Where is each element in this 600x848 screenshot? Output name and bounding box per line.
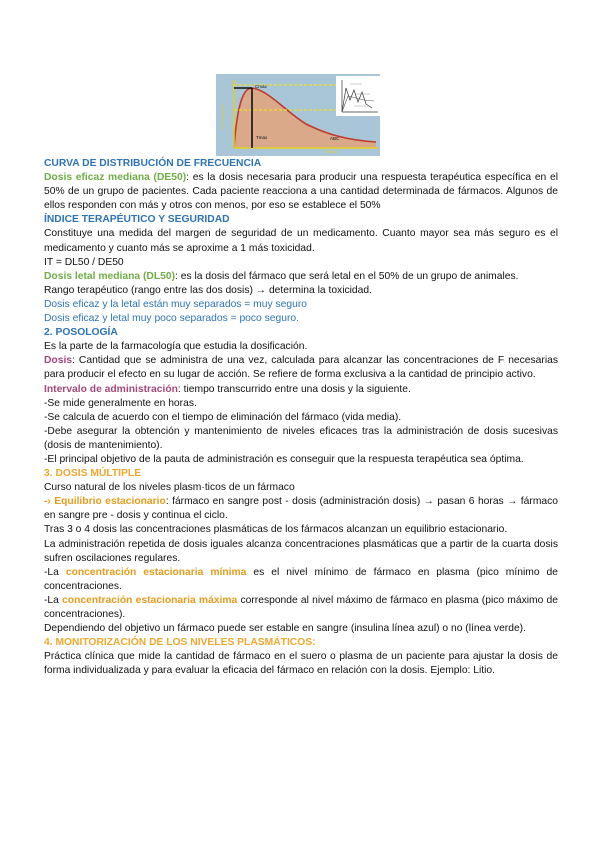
text-equilibrio: : fármaco en sangre post - dosis (administración dosis) → pasan 6 horas → fármaco en sangre pre - dosis y continua el ciclo. (44, 496, 558, 522)
prefix-minima: -La (44, 566, 66, 578)
text-maxima: corresponde al nivel máximo de fármaco en plasma (pico máximo de concentraciones). (44, 594, 558, 620)
formula-it: IT = DL50 / DE50 (44, 256, 124, 268)
cmax-label: Cmax (255, 84, 267, 89)
paragraph-maxima (44, 594, 558, 622)
concentration-curve-image (216, 74, 380, 156)
text-minima: es el nivel mínimo de fármaco en plasma (pico mínimo de concentraciones. (44, 566, 558, 592)
paragraph-posologia: Es la parte de la farmacología que estudia la dosificación. (44, 341, 308, 353)
inset-graph (336, 76, 380, 116)
arrow-prefix: -› (44, 496, 55, 508)
text-dosis: : Cantidad que se administra de una vez, calculada para alcanzar las concentraciones de F necesarias para producir el efecto en su lugar de acción. Se refiere de forma exclusiva a la cantidad de principio activo. (44, 355, 558, 381)
y-axis-label: Concentración (220, 104, 225, 130)
paragraph-minima (44, 566, 558, 594)
term-maxima: concentración estacionaria máxima (62, 594, 238, 606)
paragraph-equilibrio (44, 495, 558, 523)
paragraph-monitorizacion: Práctica clínica que mide la cantidad de fármaco en el suero o plasma de un paciente para ajustar la dosis de forma individualizada y para evaluar la eficacia del fármaco en relación con la dosis. Ejemplo: Litio. (44, 651, 558, 677)
note-poco-seguro: Dosis eficaz y letal muy poco separados = poco seguro. (44, 313, 299, 325)
paragraph-tras-dosis: Tras 3 o 4 dosis las concentraciones plasmáticas de los fármacos alcanzan un equilibrio estacionario. (44, 524, 508, 536)
paragraph-insulina: Dependiendo del objetivo un fármaco puede ser estable en sangre (insulina línea azul) o no (línea verde). (44, 623, 526, 635)
text-dl50: : es la dosis del fármaco que será letal en el 50% de un grupo de animales. (175, 270, 519, 282)
x-axis-label: Tiempo (324, 149, 338, 154)
heading-monitorizacion: 4. MONITORIZACIÓN DE LOS NIVELES PLASMÁTICOS: (44, 637, 316, 649)
term-dosis: Dosis (44, 355, 73, 367)
concentration-curve-figure (216, 74, 380, 156)
paragraph-curso-natural: Curso natural de los niveles plasm·ticos de un fármaco (44, 482, 295, 494)
paragraph-de50 (44, 171, 558, 213)
paragraph-indice: Constituye una medida del margen de seguridad de un medicamento. Cuanto mayor sea más seguro es el medicamento y cuanto más se aproxime a 1 más toxicidad. (44, 228, 558, 254)
paragraph-dl50 (44, 270, 558, 284)
list-item: -Debe asegurar la obtención y mantenimiento de niveles eficaces tras la administración de dosis sucesivas (dosis de mantenimiento). (44, 425, 558, 451)
paragraph-administracion-repetida: La administración repetida de dosis iguales alcanza concentraciones plasmáticas que a partir de la cuarta dosis sufren oscilaciones regulares. (44, 538, 558, 564)
paragraph-rango: Rango terapéutico (rango entre las dos dosis) → determina la toxicidad. (44, 284, 372, 296)
heading-dosis-multiple: 3. DOSIS MÚLTIPLE (44, 468, 142, 480)
paragraph-intervalo (44, 383, 558, 397)
abc-label: ABC (330, 136, 340, 141)
term-equilibrio: Equilibrio estacionario (54, 496, 166, 508)
text-intervalo: : tiempo transcurrido entre una dosis y la siguiente. (177, 383, 411, 395)
text-de50: : es la dosis necesaria para producir una respuesta terapéutica específica en el 50% de un grupo de pacientes. Cada paciente reacciona a una cantidad determinada de fármacos. Algunos de ellos responden con más y otros con menos, por eso se establece el 50% (44, 172, 558, 212)
document-text (44, 157, 558, 678)
heading-curva-distribucion: CURVA DE DISTRIBUCIÓN DE FRECUENCIA (44, 158, 262, 169)
list-item: -Se calcula de acuerdo con el tiempo de eliminación del fármaco (vida media). (44, 411, 402, 423)
tmax-label: Tmax (256, 135, 268, 140)
list-item: -El principal objetivo de la pauta de administración es conseguir que la respuesta terapéutica sea óptima. (44, 453, 524, 465)
term-dl50: Dosis letal mediana (DL50) (44, 270, 176, 282)
term-minima: concentración estacionaria mínima (65, 566, 247, 578)
list-item: -Se mide generalmente en horas. (44, 397, 197, 409)
heading-indice-terapeutico: ÍNDICE TERAPÉUTICO Y SEGURIDAD (44, 214, 230, 226)
prefix-maxima: -La (44, 594, 63, 606)
term-intervalo: Intervalo de administración (44, 383, 178, 395)
term-de50: Dosis eficaz mediana (DE50) (44, 172, 187, 184)
note-muy-seguro: Dosis eficaz y la letal están muy separados = muy seguro (44, 298, 307, 310)
paragraph-dosis (44, 354, 558, 382)
heading-posologia: 2. POSOLOGÍA (44, 327, 118, 339)
